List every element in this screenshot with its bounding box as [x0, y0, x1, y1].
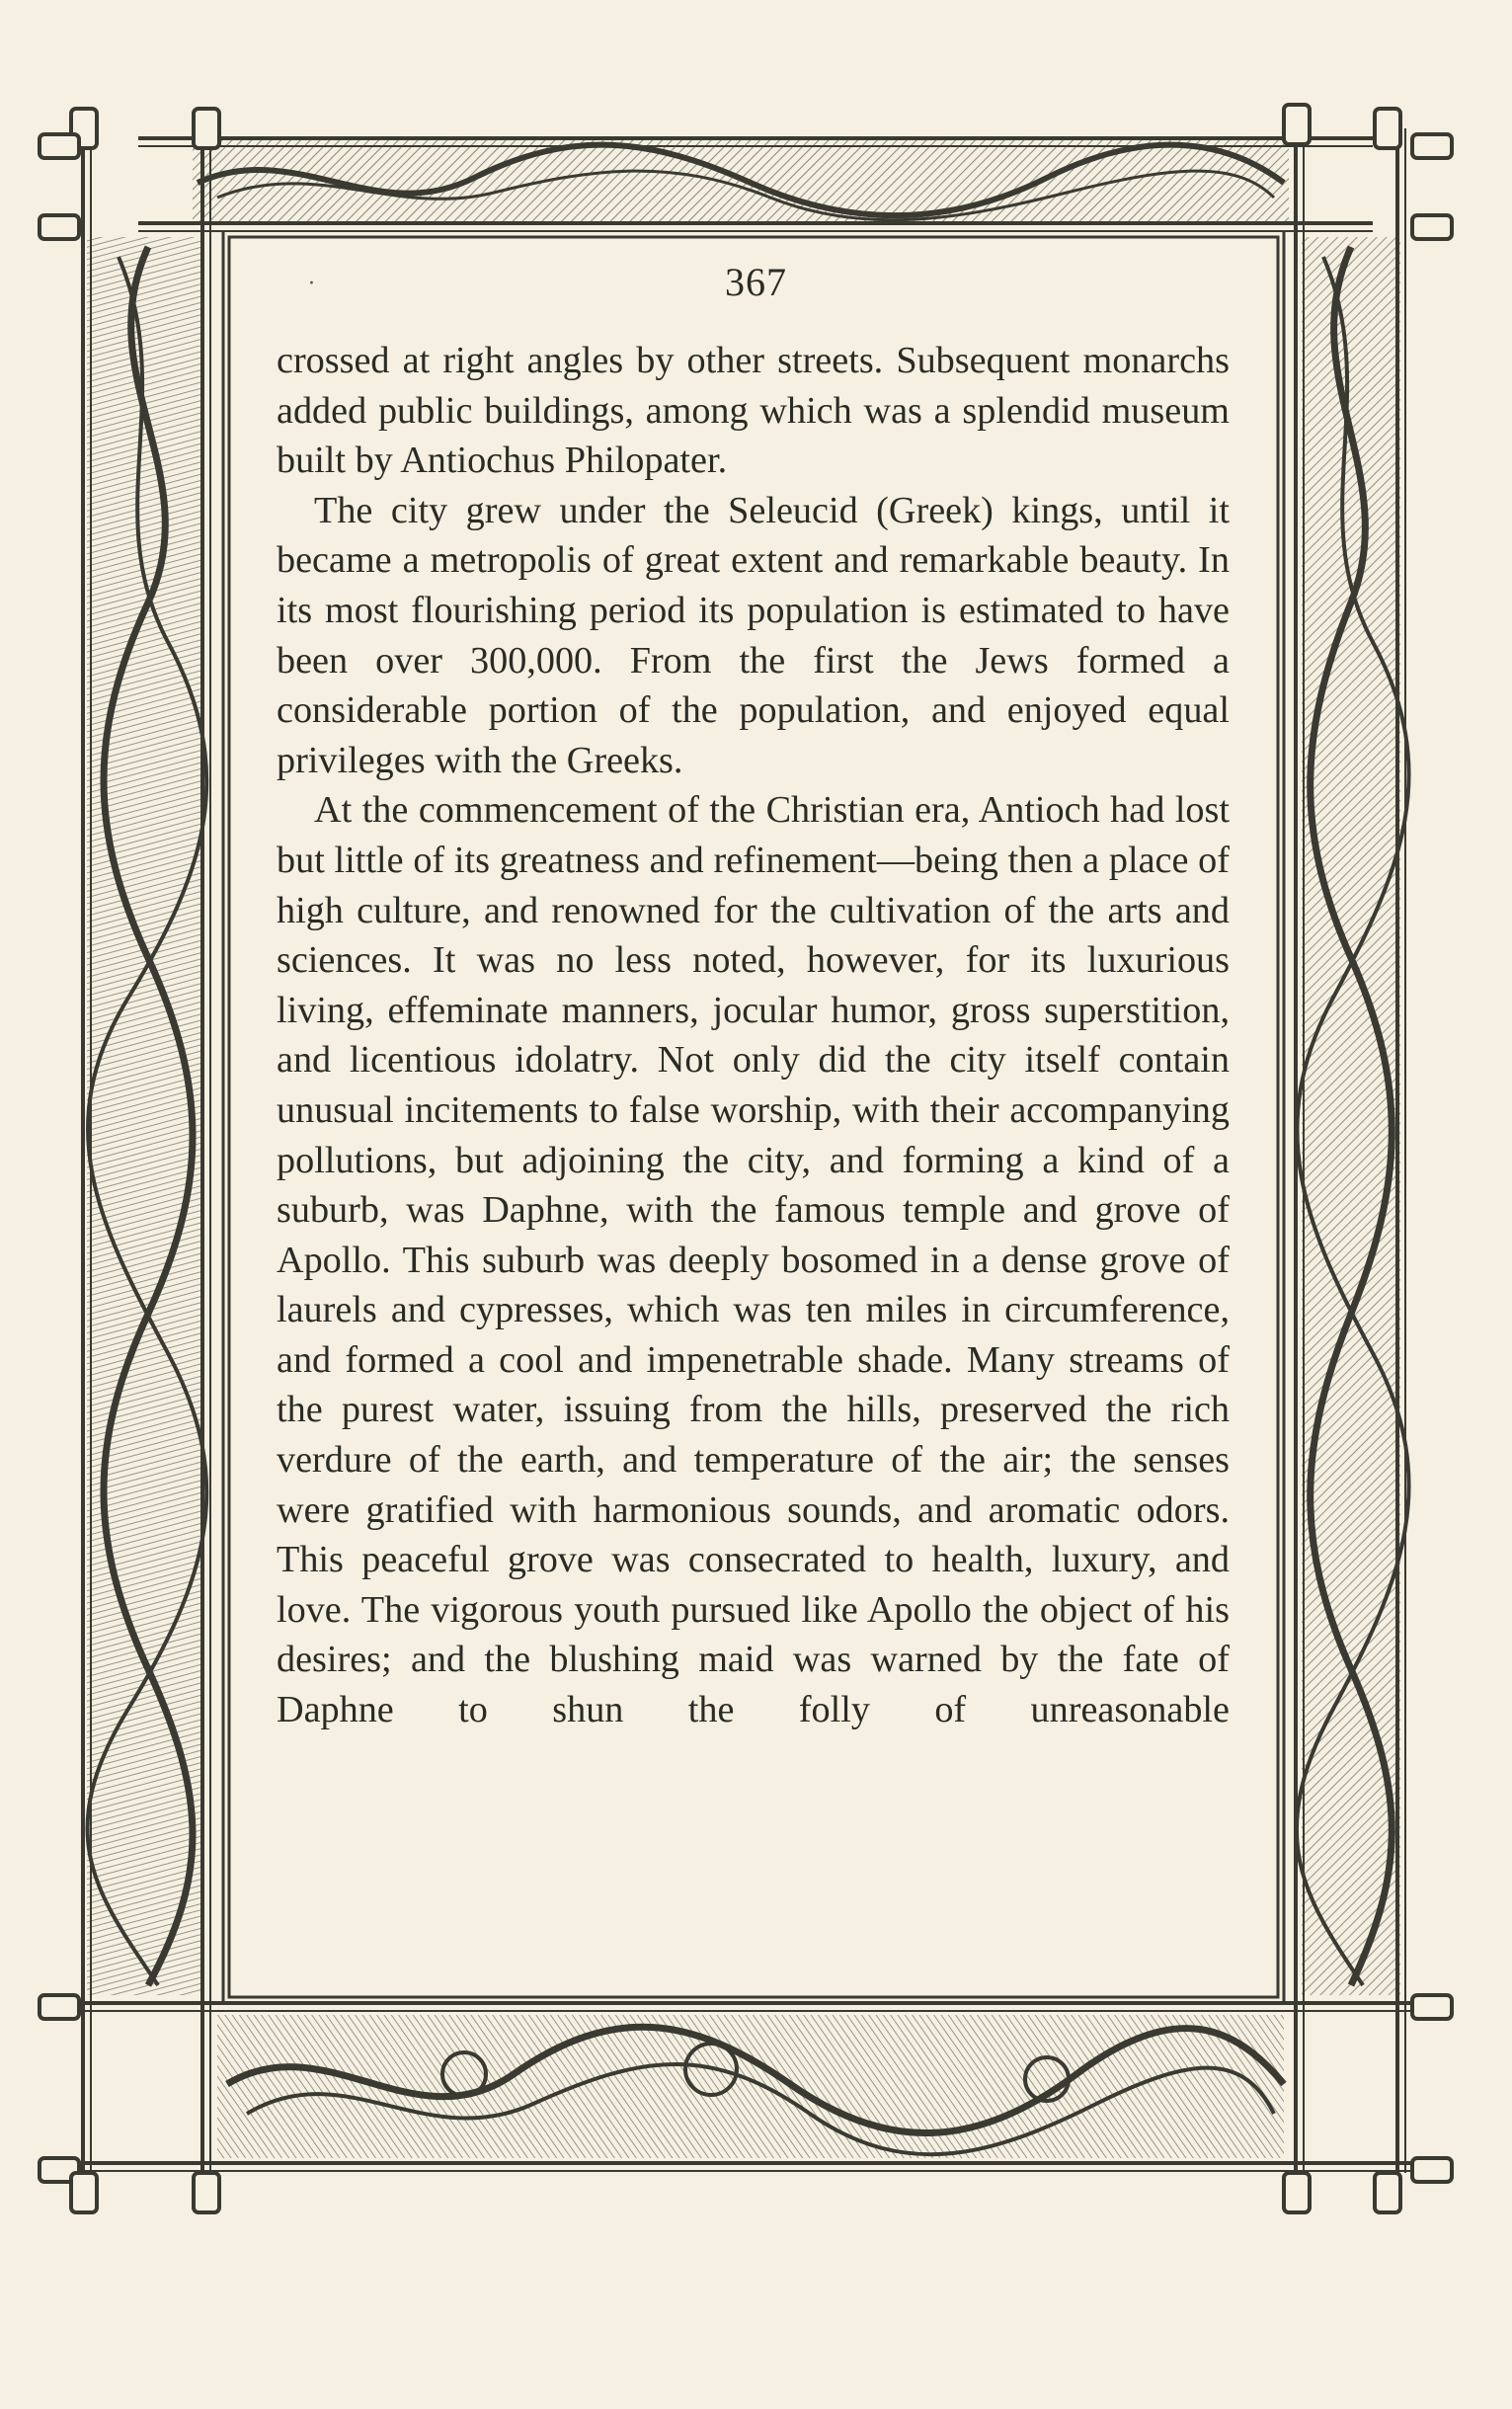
page-number: 367: [725, 260, 787, 304]
top-border-band: [138, 138, 1373, 231]
bottom-border-band: [69, 2003, 1427, 2171]
body-text: [277, 336, 1230, 1735]
printer-dot: ·: [308, 272, 315, 296]
paragraph-1: crossed at right angles by other streets. Subsequent monarchs added public buildings, among which was a splendid museum built by Antiochus Philopater.: [277, 340, 1230, 482]
right-border-pillar: [1284, 128, 1409, 2173]
paragraph-3: At the commencement of the Christian era, Antioch had lost but little of its greatness and refinement—being then a place of high culture, and renowned for the cultivation of the arts and sciences. It was no less noted, however, for its luxurious living, effeminate manners, jocular humor, gross superstition, and licentious idolatry. Not only did the city itself contain unusual incitements to false worship, with their accompanying pollutions, but adjoining the city, and forming a kind of a suburb, was Daphne, with the famous temple and grove of Apollo. This suburb was deeply bosomed in a dense grove of laurels and cypresses, which was ten miles in circumference, and formed a cool and impenetrable shade. Many streams of the purest water, issuing from the hills, preserved the rich verdure of the earth, and temperature of the air; the senses were gratified with harmonious sounds, and aromatic odors. This peaceful grove was consecrated to health, luxury, and love. The vigorous youth pursued like Apollo the object of his desires; and the blushing maid was warned by the fate of Daphne to shun the folly of unreasonable: [277, 789, 1230, 1731]
paragraph-2: The city grew under the Seleucid (Greek) kings, until it became a metropolis of great extent and remarkable beauty. In its most flourishing period its population is estimated to have been over 300,000. From the first the Jews formed a considerable portion of the population, and enjoyed equal privileges with the Greeks.: [277, 489, 1230, 781]
left-border-pillar: [83, 128, 223, 2173]
